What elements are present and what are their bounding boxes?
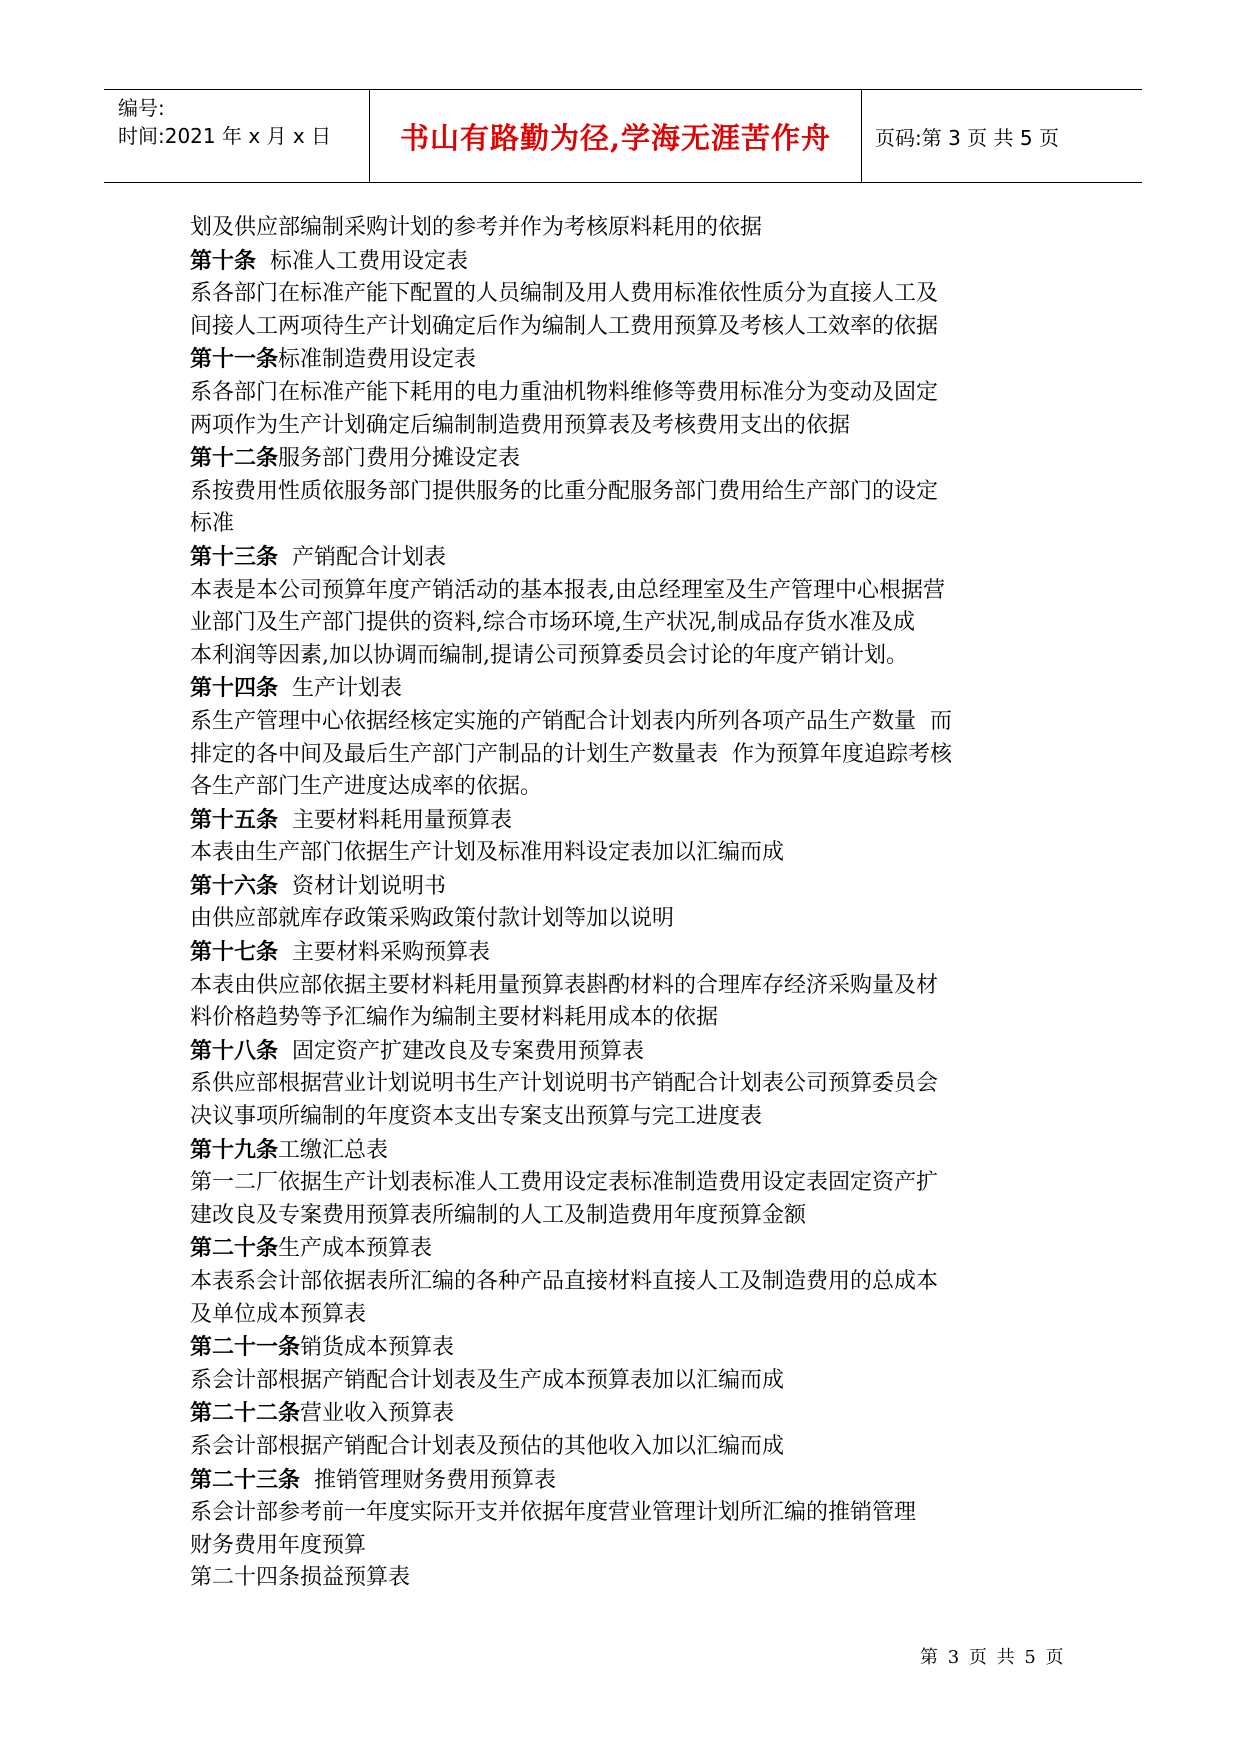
body-text-line xyxy=(190,212,1070,245)
body-text-line xyxy=(190,706,1070,739)
line-text: 排定的各中间及最后生产部门产制品的计划生产数量表 作为预算年度追踪考核 xyxy=(190,741,952,767)
body-text-line xyxy=(190,1562,1070,1595)
body-text-line xyxy=(190,903,1070,936)
body-text-line xyxy=(190,970,1070,1003)
serial-label: 编号: xyxy=(118,96,165,120)
body-text-line xyxy=(190,476,1070,509)
article-number: 第十四条 xyxy=(190,675,279,702)
body-text-line xyxy=(190,1431,1070,1464)
article-number: 第十六条 xyxy=(190,872,279,899)
body-text-line xyxy=(190,771,1070,804)
article-heading-line xyxy=(190,804,1070,838)
line-text: 推销管理财务费用预算表 xyxy=(300,1467,557,1493)
article-heading-line xyxy=(190,1464,1070,1498)
article-number: 第十三条 xyxy=(190,543,279,570)
line-text: 由供应部就库存政策采购政策付款计划等加以说明 xyxy=(190,906,675,932)
line-text: 第二十四条损益预算表 xyxy=(190,1565,411,1591)
body-text-line xyxy=(190,508,1070,541)
line-text: 工缴汇总表 xyxy=(278,1137,389,1163)
body-text-line xyxy=(190,1101,1070,1134)
body-text-line xyxy=(190,739,1070,772)
line-text: 生产成本预算表 xyxy=(278,1236,433,1262)
body-text-line xyxy=(190,1266,1070,1299)
time-label: 时间:2021 年 x 月 x 日 xyxy=(118,124,332,148)
article-heading-line xyxy=(190,1397,1070,1431)
line-text: 系会计部根据产销配合计划表及生产成本预算表加以汇编而成 xyxy=(190,1367,785,1393)
line-text: 两项作为生产计划确定后编制制造费用预算表及考核费用支出的依据 xyxy=(190,412,851,438)
line-text: 本表是本公司预算年度产销活动的基本报表,由总经理室及生产管理中心根据营 xyxy=(190,577,945,603)
article-number: 第十九条 xyxy=(190,1136,279,1163)
body-text-line xyxy=(190,1299,1070,1332)
line-text: 系供应部根据营业计划说明书生产计划说明书产销配合计划表公司预算委员会 xyxy=(190,1071,939,1097)
line-text: 划及供应部编制采购计划的参考并作为考核原料耗用的依据 xyxy=(190,215,763,240)
line-text: 间接人工两项待生产计划确定后作为编制人工费用预算及考核人工效率的依据 xyxy=(190,313,939,339)
body-text-line xyxy=(190,1530,1070,1563)
line-text: 决议事项所编制的年度资本支出专案支出预算与完工进度表 xyxy=(190,1104,763,1130)
article-number: 第十条 xyxy=(190,247,257,274)
article-number: 第十五条 xyxy=(190,806,279,833)
line-text: 财务费用年度预算 xyxy=(190,1532,367,1558)
article-heading-line xyxy=(190,442,1070,476)
article-heading-line xyxy=(190,936,1070,970)
line-text: 营业收入预算表 xyxy=(300,1401,455,1427)
body-text-line xyxy=(190,410,1070,443)
article-heading-line xyxy=(190,1035,1070,1069)
header-page-info: 页码:第 3 页 共 5 页 xyxy=(875,125,1059,150)
line-text: 本表由供应部依据主要材料耗用量预算表斟酌材料的合理库存经济采购量及材 xyxy=(190,972,939,998)
article-number: 第十一条 xyxy=(190,346,279,373)
line-text: 标准 xyxy=(190,511,235,537)
line-text: 系各部门在标准产能下耗用的电力重油机物料维修等费用标准分为变动及固定 xyxy=(190,379,939,405)
line-text: 第一二厂依据生产计划表标准人工费用设定表标准制造费用设定表固定资产扩 xyxy=(190,1170,939,1196)
body-text-line xyxy=(190,1200,1070,1233)
line-text: 生产计划表 xyxy=(278,676,403,702)
article-number: 第二十条 xyxy=(190,1235,279,1262)
body-text-line xyxy=(190,1167,1070,1200)
article-number: 第二十一条 xyxy=(190,1334,301,1361)
header-divider-right xyxy=(861,89,862,183)
article-number: 第十七条 xyxy=(190,939,279,966)
line-text: 系按费用性质依服务部门提供服务的比重分配服务部门费用给生产部门的设定 xyxy=(190,478,939,504)
line-text: 主要材料耗用量预算表 xyxy=(278,807,513,833)
line-text: 业部门及生产部门提供的资料,综合市场环境,生产状况,制成品存货水准及成 xyxy=(190,610,915,636)
article-heading-line xyxy=(190,245,1070,279)
body-text-line xyxy=(190,1365,1070,1398)
body-text-line xyxy=(190,607,1070,640)
line-text: 资材计划说明书 xyxy=(278,873,447,899)
line-text: 固定资产扩建改良及专案费用预算表 xyxy=(278,1038,645,1064)
body-text-line xyxy=(190,311,1070,344)
body-text-line xyxy=(190,575,1070,608)
article-heading-line xyxy=(190,541,1070,575)
footer-page-number: 第 3 页 共 5 页 xyxy=(920,1647,1066,1668)
article-heading-line xyxy=(190,1331,1070,1365)
line-text: 料价格趋势等予汇编作为编制主要材料耗用成本的依据 xyxy=(190,1005,719,1031)
line-text: 系生产管理中心依据经核定实施的产销配合计划表内所列各项产品生产数量 而 xyxy=(190,708,952,734)
article-heading-line xyxy=(190,1232,1070,1266)
body-text-line xyxy=(190,1497,1070,1530)
article-number: 第二十三条 xyxy=(190,1466,301,1493)
body-text-line xyxy=(190,377,1070,410)
line-text: 各生产部门生产进度达成率的依据。 xyxy=(190,774,543,800)
line-text: 主要材料采购预算表 xyxy=(278,940,491,966)
header-left-cell xyxy=(118,94,368,150)
body-text-line xyxy=(190,837,1070,870)
article-number: 第十二条 xyxy=(190,445,279,472)
line-text: 系会计部参考前一年度实际开支并依据年度营业管理计划所汇编的推销管理 xyxy=(190,1500,917,1526)
body-text-line xyxy=(190,1002,1070,1035)
line-text: 本表由生产部门依据生产计划及标准用料设定表加以汇编而成 xyxy=(190,840,785,866)
header-motto: 书山有路勤为径,学海无涯苦作舟 xyxy=(399,120,832,155)
line-text: 销货成本预算表 xyxy=(300,1335,455,1361)
line-text: 本表系会计部依据表所汇编的各种产品直接材料直接人工及制造费用的总成本 xyxy=(190,1269,939,1294)
body-text-line xyxy=(190,640,1070,673)
line-text: 本利润等因素,加以协调而编制,提请公司预算委员会讨论的年度产销计划。 xyxy=(190,642,908,668)
line-text: 标准制造费用设定表 xyxy=(278,347,477,373)
article-heading-line xyxy=(190,672,1070,706)
line-text: 系会计部根据产销配合计划表及预估的其他收入加以汇编而成 xyxy=(190,1433,785,1459)
article-heading-line xyxy=(190,870,1070,904)
article-number: 第十八条 xyxy=(190,1037,279,1064)
article-heading-line xyxy=(190,1134,1070,1168)
line-text: 建改良及专案费用预算表所编制的人工及制造费用年度预算金额 xyxy=(190,1202,807,1228)
document-body xyxy=(190,212,1070,1595)
article-heading-line xyxy=(190,343,1070,377)
body-text-line xyxy=(190,278,1070,311)
article-number: 第二十二条 xyxy=(190,1400,301,1427)
line-text: 产销配合计划表 xyxy=(278,544,447,570)
line-text: 服务部门费用分摊设定表 xyxy=(278,446,521,472)
body-text-line xyxy=(190,1068,1070,1101)
line-text: 标准人工费用设定表 xyxy=(256,248,469,274)
line-text: 系各部门在标准产能下配置的人员编制及用人费用标准依性质分为直接人工及 xyxy=(190,281,939,307)
line-text: 及单位成本预算表 xyxy=(190,1301,367,1327)
